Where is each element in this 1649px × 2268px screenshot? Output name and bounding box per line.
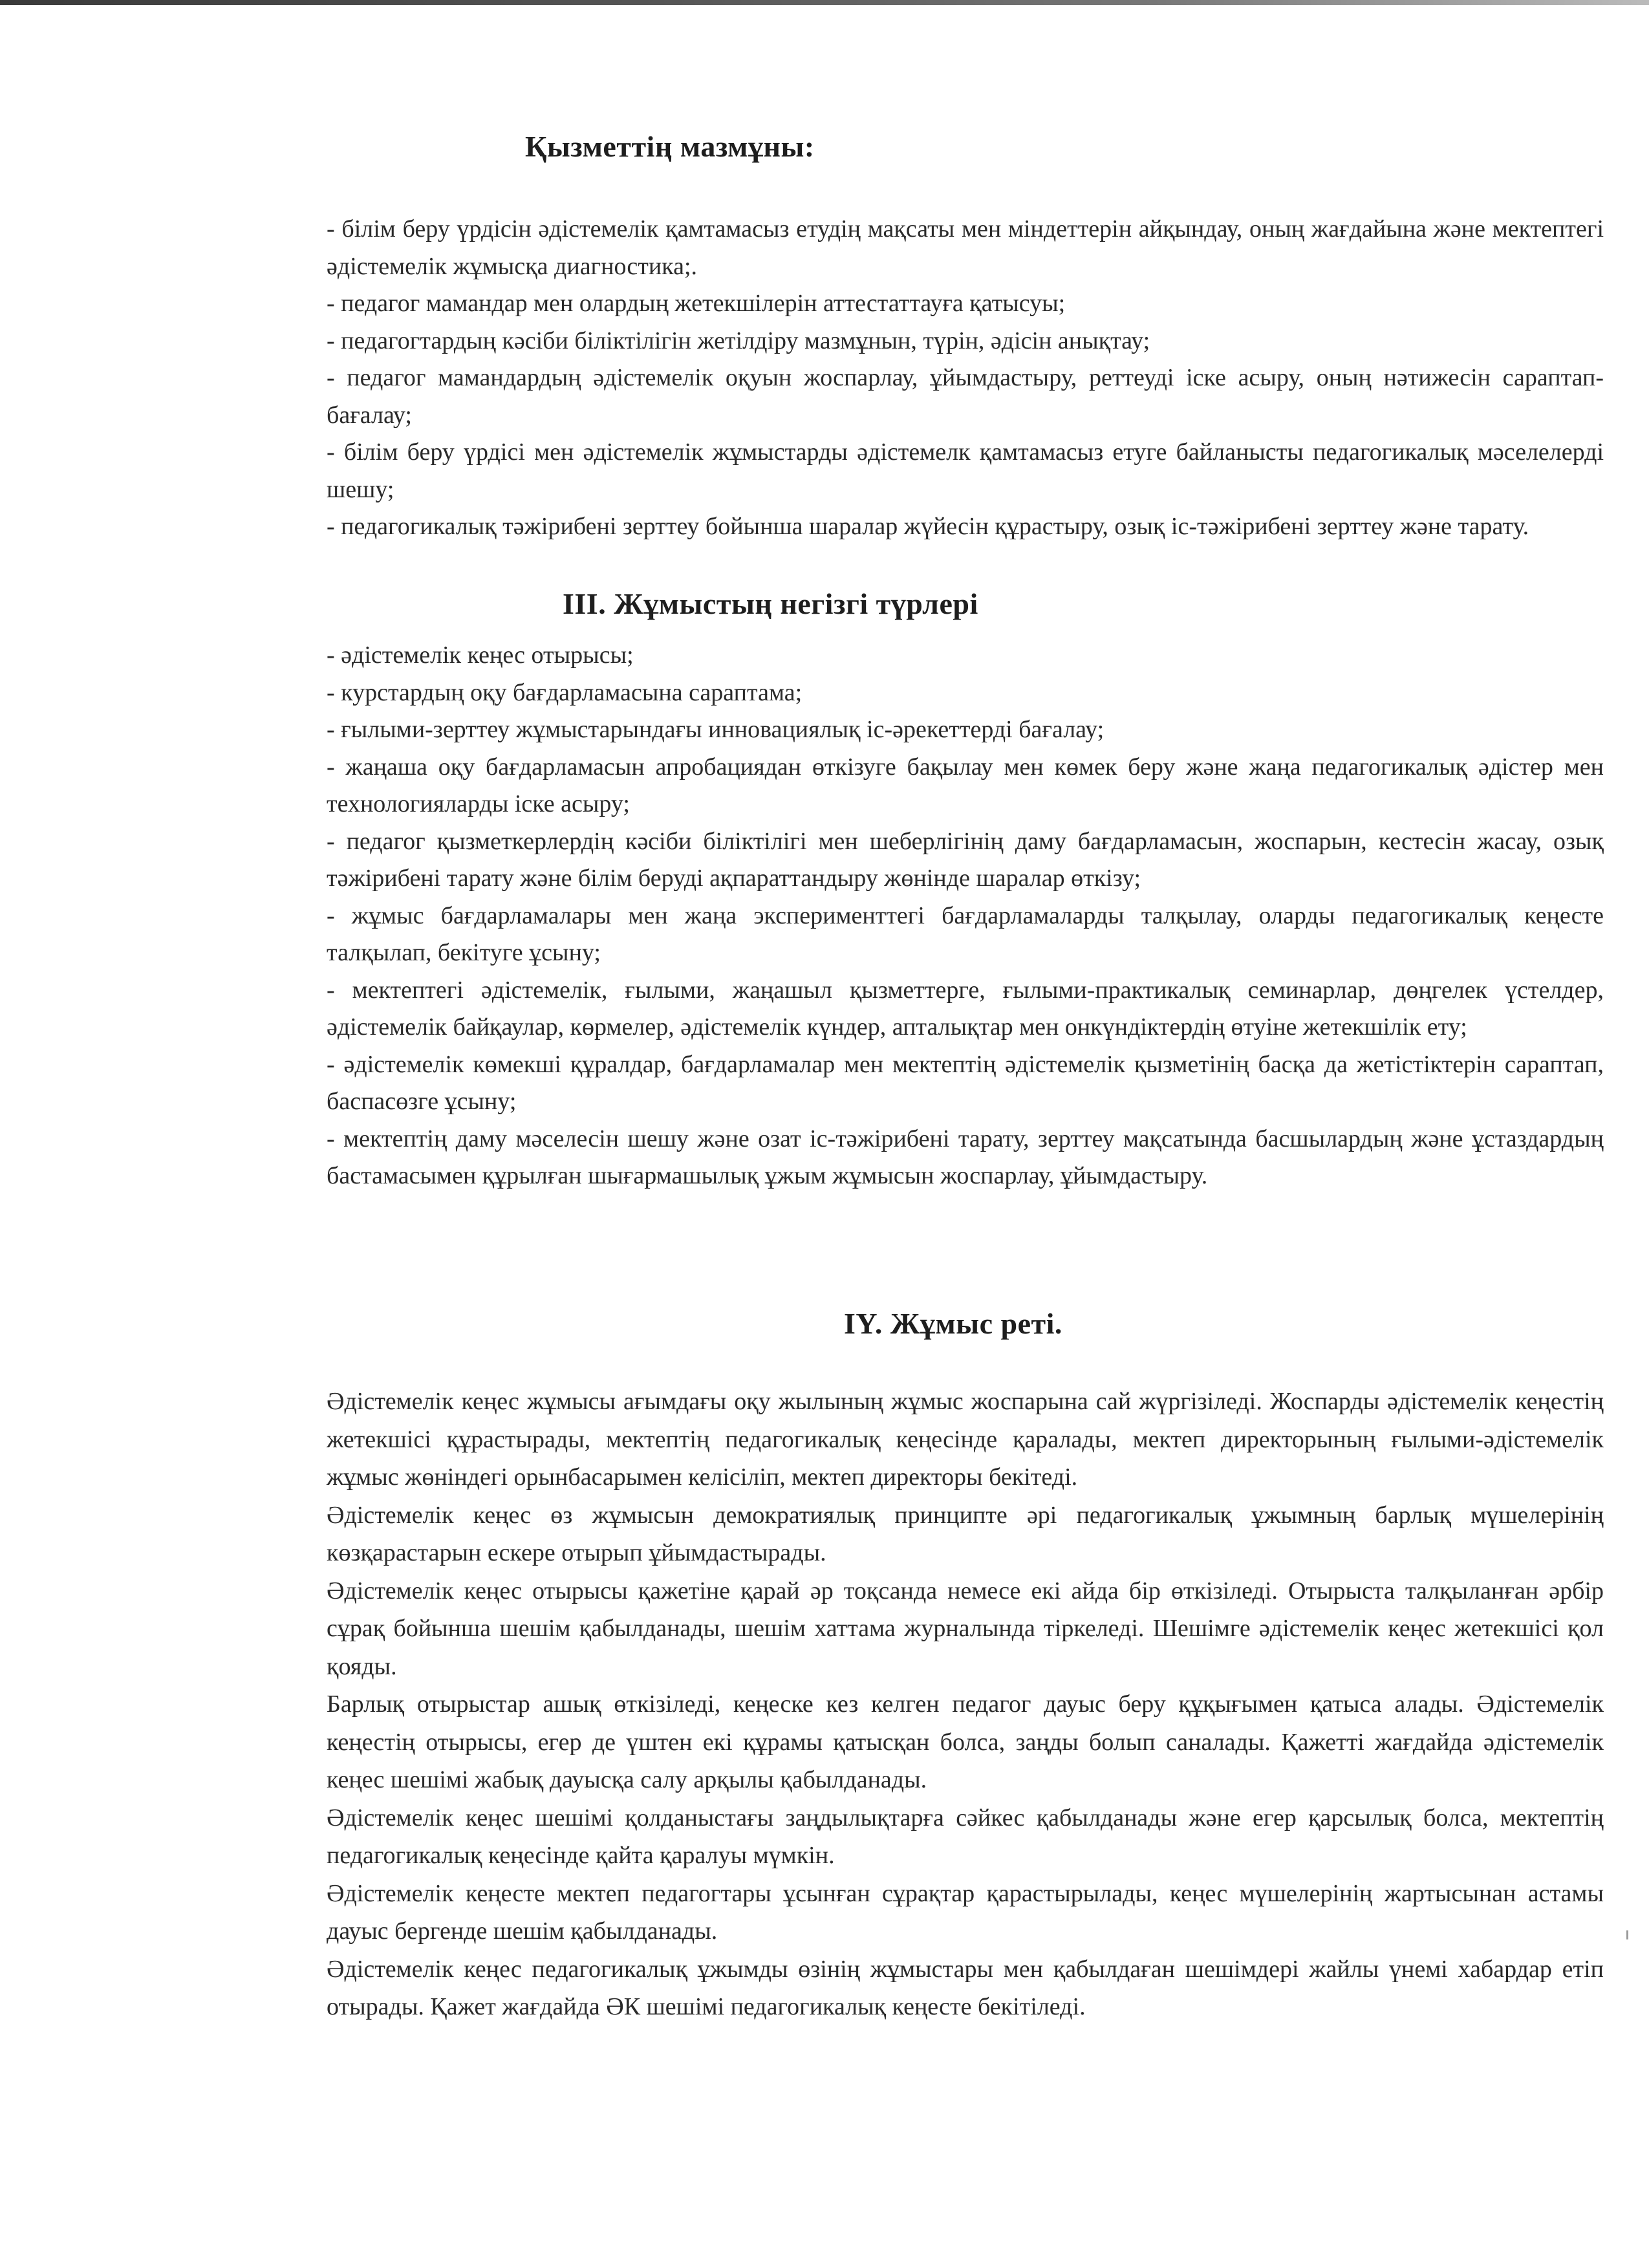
- content-list: [327, 211, 1604, 546]
- list-item: - білім беру үрдісін әдістемелік қамтамасыз етудің мақсаты мен міндеттерін айқындау, оның жағдайына және мектептегі әдістемелік жұмысқа диагностика;.: [327, 215, 1604, 280]
- paragraph: Әдістемелік кеңес өз жұмысын демократиялық принципте әрі педагогикалық ұжымның барлық мүшелерінің көзқарастарын ескере отырып ұйымдастырады.: [327, 1501, 1604, 1566]
- order-paragraphs: [327, 1383, 1604, 2026]
- list-item: - курстардың оқу бағдарламасына сараптама;: [327, 678, 803, 706]
- list-item: - педагог мамандар мен олардың жетекшілерін аттестаттауға қатысуы;: [327, 290, 1066, 317]
- list-item: - мектептегі әдістемелік, ғылыми, жаңашыл қызметтерге, ғылыми-практикалық семинарлар, дөңгелек үстелдер, әдістемелік байқаулар, көрмелер, әдістемелік күндер, апталықтар мен онкүндіктердің өтуіне жетекшілік ету;: [327, 976, 1604, 1041]
- list-item: - әдістемелік кеңес отырысы;: [327, 642, 634, 669]
- list-item: - педагогикалық тәжірибені зерттеу бойынша шаралар жүйесін құрастыру, озық іс-тәжірибені зерттеу және тарату.: [327, 513, 1529, 540]
- paragraph: Әдістемелік кеңес педагогикалық ұжымды өзінің жұмыстары мен қабылдаған шешімдері жайлы үнемі хабардар етіп отырады. Қажет жағдайда ӘК шешімі педагогикалық кеңесте бекітіледі.: [327, 1955, 1604, 2020]
- paragraph: Әдістемелік кеңес отырысы қажетіне қарай әр тоқсанда немесе екі айда бір өткізіледі. Отырыста талқыланған әрбір сұрақ бойынша шешім қабылданады, шешім хаттама журналында тіркеледі. Шешімге әдістемелік кеңес жетекшісі қол қояды.: [327, 1577, 1604, 1680]
- list-item: - жұмыс бағдарламалары мен жаңа эксперименттегі бағдарламаларды талқылау, оларды педагогикалық кеңесте талқылап, бекітуге ұсыну;: [327, 902, 1604, 966]
- section-heading-order: IY. Жұмыс реті.: [844, 1307, 1062, 1340]
- types-list: [327, 637, 1604, 1195]
- paragraph: Әдістемелік кеңесте мектеп педагогтары ұсынған сұрақтар қарастырылады, кеңес мүшелерінің жартысынан астамы дауыс бергенде шешім қабылданады.: [327, 1879, 1604, 1945]
- scan-edge-shadow: [0, 0, 1649, 5]
- scan-artifact-mark: [1626, 1930, 1628, 1939]
- list-item: - педагог қызметкерлердің кәсіби біліктілігі мен шеберлігінің даму бағдарламасын, жоспарын, кестесін жасау, озық тәжірибені тарату және білім беруді ақпараттандыру жөнінде шаралар өткізу;: [327, 827, 1604, 892]
- list-item: - ғылыми-зерттеу жұмыстарындағы инновациялық іс-әрекеттерді бағалау;: [327, 716, 1105, 743]
- list-item: - педагог мамандардың әдістемелік оқуын жоспарлау, ұйымдастыру, реттеуді іске асыру, оның нәтижесін сараптап-бағалау;: [327, 364, 1604, 429]
- list-item: - жаңаша оқу бағдарламасын апробациядан өткізуге бақылау мен көмек беру және жаңа педагогикалық әдістер мен технологияларды іске асыру;: [327, 753, 1604, 817]
- paragraph: Барлық отырыстар ашық өткізіледі, кеңеске кез келген педагог дауыс беру құқығымен қатыса алады. Әдістемелік кеңестің отырысы, егер де үштен екі құрамы қатысқан болса, заңды болып саналады. Қажетті жағдайда әдістемелік кеңес шешімі жабық дауысқа салу арқылы қабылданады.: [327, 1690, 1604, 1793]
- section-heading-types: III. Жұмыстың негізгі түрлері: [563, 587, 978, 620]
- list-item: - мектептің даму мәселесін шешу және озат іс-тәжірибені тарату, зерттеу мақсатында басшылардың және ұстаздардың бастамасымен құрылған шығармашылық ұжым жұмысын жоспарлау, ұйымдастыру.: [327, 1125, 1604, 1189]
- section-heading-content: Қызметтің мазмұны:: [525, 130, 815, 163]
- list-item: - әдістемелік көмекші құралдар, бағдарламалар мен мектептің әдістемелік қызметінің басқа да жетістіктерін сараптап, баспасөзге ұсыну;: [327, 1050, 1604, 1115]
- list-item: - педагогтардың кәсіби біліктілігін жетілдіру мазмұнын, түрін, әдісін анықтау;: [327, 327, 1150, 354]
- paragraph: Әдістемелік кеңес жұмысы ағымдағы оқу жылының жұмыс жоспарына сай жүргізіледі. Жоспарды әдістемелік кеңестің жетекшісі құрастырады, мектептің педагогикалық кеңесінде қаралады, мектеп директорының ғылыми-әдістемелік жұмыс жөніндегі орынбасарымен келісіліп, мектеп директоры бекітеді.: [327, 1388, 1604, 1491]
- paragraph: Әдістемелік кеңес шешімі қолданыстағы заңдылықтарға сәйкес қабылданады және егер қарсылық болса, мектептің педагогикалық кеңесінде қайта қаралуы мүмкін.: [327, 1804, 1604, 1869]
- list-item: - білім беру үрдісі мен әдістемелік жұмыстарды әдістемелк қамтамасыз етуге байланысты педагогикалық мәселелерді шешу;: [327, 438, 1604, 503]
